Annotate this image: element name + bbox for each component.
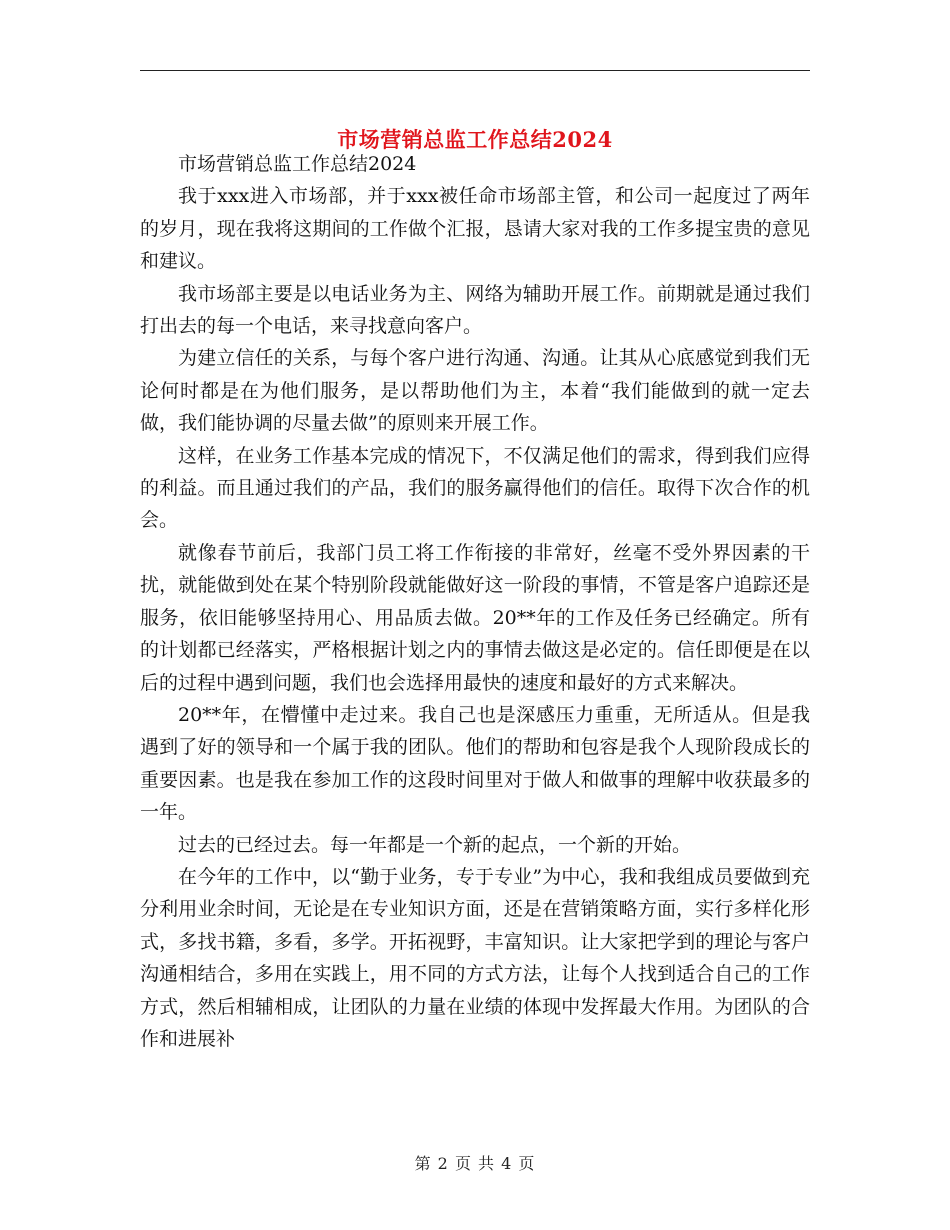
page-number: 第 2 页 共 4 页 bbox=[414, 1154, 536, 1173]
paragraph: 我市场部主要是以电话业务为主、网络为辅助开展工作。前期就是通过我们打出去的每一个电话，来寻找意向客户。 bbox=[140, 282, 810, 338]
paragraph: 这样，在业务工作基本完成的情况下，不仅满足他们的需求，得到我们应得的利益。而且通过我们的产品，我们的服务赢得他们的信任。取得下次合作的机会。 bbox=[140, 444, 810, 532]
document-title: 市场营销总监工作总结2024 bbox=[337, 127, 613, 153]
paragraph: 20**年，在懵懂中走过来。我自己也是深感压力重重，无所适从。但是我遇到了好的领导和一个属于我的团队。他们的帮助和包容是我个人现阶段成长的重要因素。也是我在参加工作的这段时间里对于做人和做事的理解中收获最多的一年。 bbox=[140, 703, 810, 824]
document-body bbox=[140, 148, 810, 1055]
paragraph-subtitle: 市场营销总监工作总结2024 bbox=[178, 153, 417, 175]
paragraph: 我于xxx进入市场部，并于xxx被任命市场部主管，和公司一起度过了两年的岁月，现在我将这期间的工作做个汇报，恳请大家对我的工作多提宝贵的意见和建议。 bbox=[140, 185, 810, 273]
paragraph: 在今年的工作中，以“勤于业务，专于专业”为中心，我和我组成员要做到充分利用业余时间，无论是在专业知识方面，还是在营销策略方面，实行多样化形式，多找书籍，多看，多学。开拓视野，丰富知识。让大家把学到的理论与客户沟通相结合，多用在实践上，用不同的方式方法，让每个人找到适合自己的工作方式，然后相辅相成，让团队的力量在业绩的体现中发挥最大作用。为团队的合作和进展补 bbox=[140, 865, 810, 1050]
paragraph: 就像春节前后，我部门员工将工作衔接的非常好，丝毫不受外界因素的干扰，就能做到处在某个特别阶段就能做好这一阶段的事情，不管是客户追踪还是服务，依旧能够坚持用心、用品质去做。20**年的工作及任务已经确定。所有的计划都已经落实，严格根据计划之内的事情去做这是必定的。信任即便是在以后的过程中遇到问题，我们也会选择用最快的速度和最好的方式来解决。 bbox=[140, 541, 810, 694]
header-rule bbox=[140, 70, 810, 71]
paragraph: 过去的已经过去。每一年都是一个新的起点，一个新的开始。 bbox=[178, 833, 692, 856]
paragraph: 为建立信任的关系，与每个客户进行沟通、沟通。让其从心底感觉到我们无论何时都是在为他们服务，是以帮助他们为主，本着“我们能做到的就一定去做，我们能协调的尽量去做”的原则来开展工作。 bbox=[140, 347, 810, 435]
